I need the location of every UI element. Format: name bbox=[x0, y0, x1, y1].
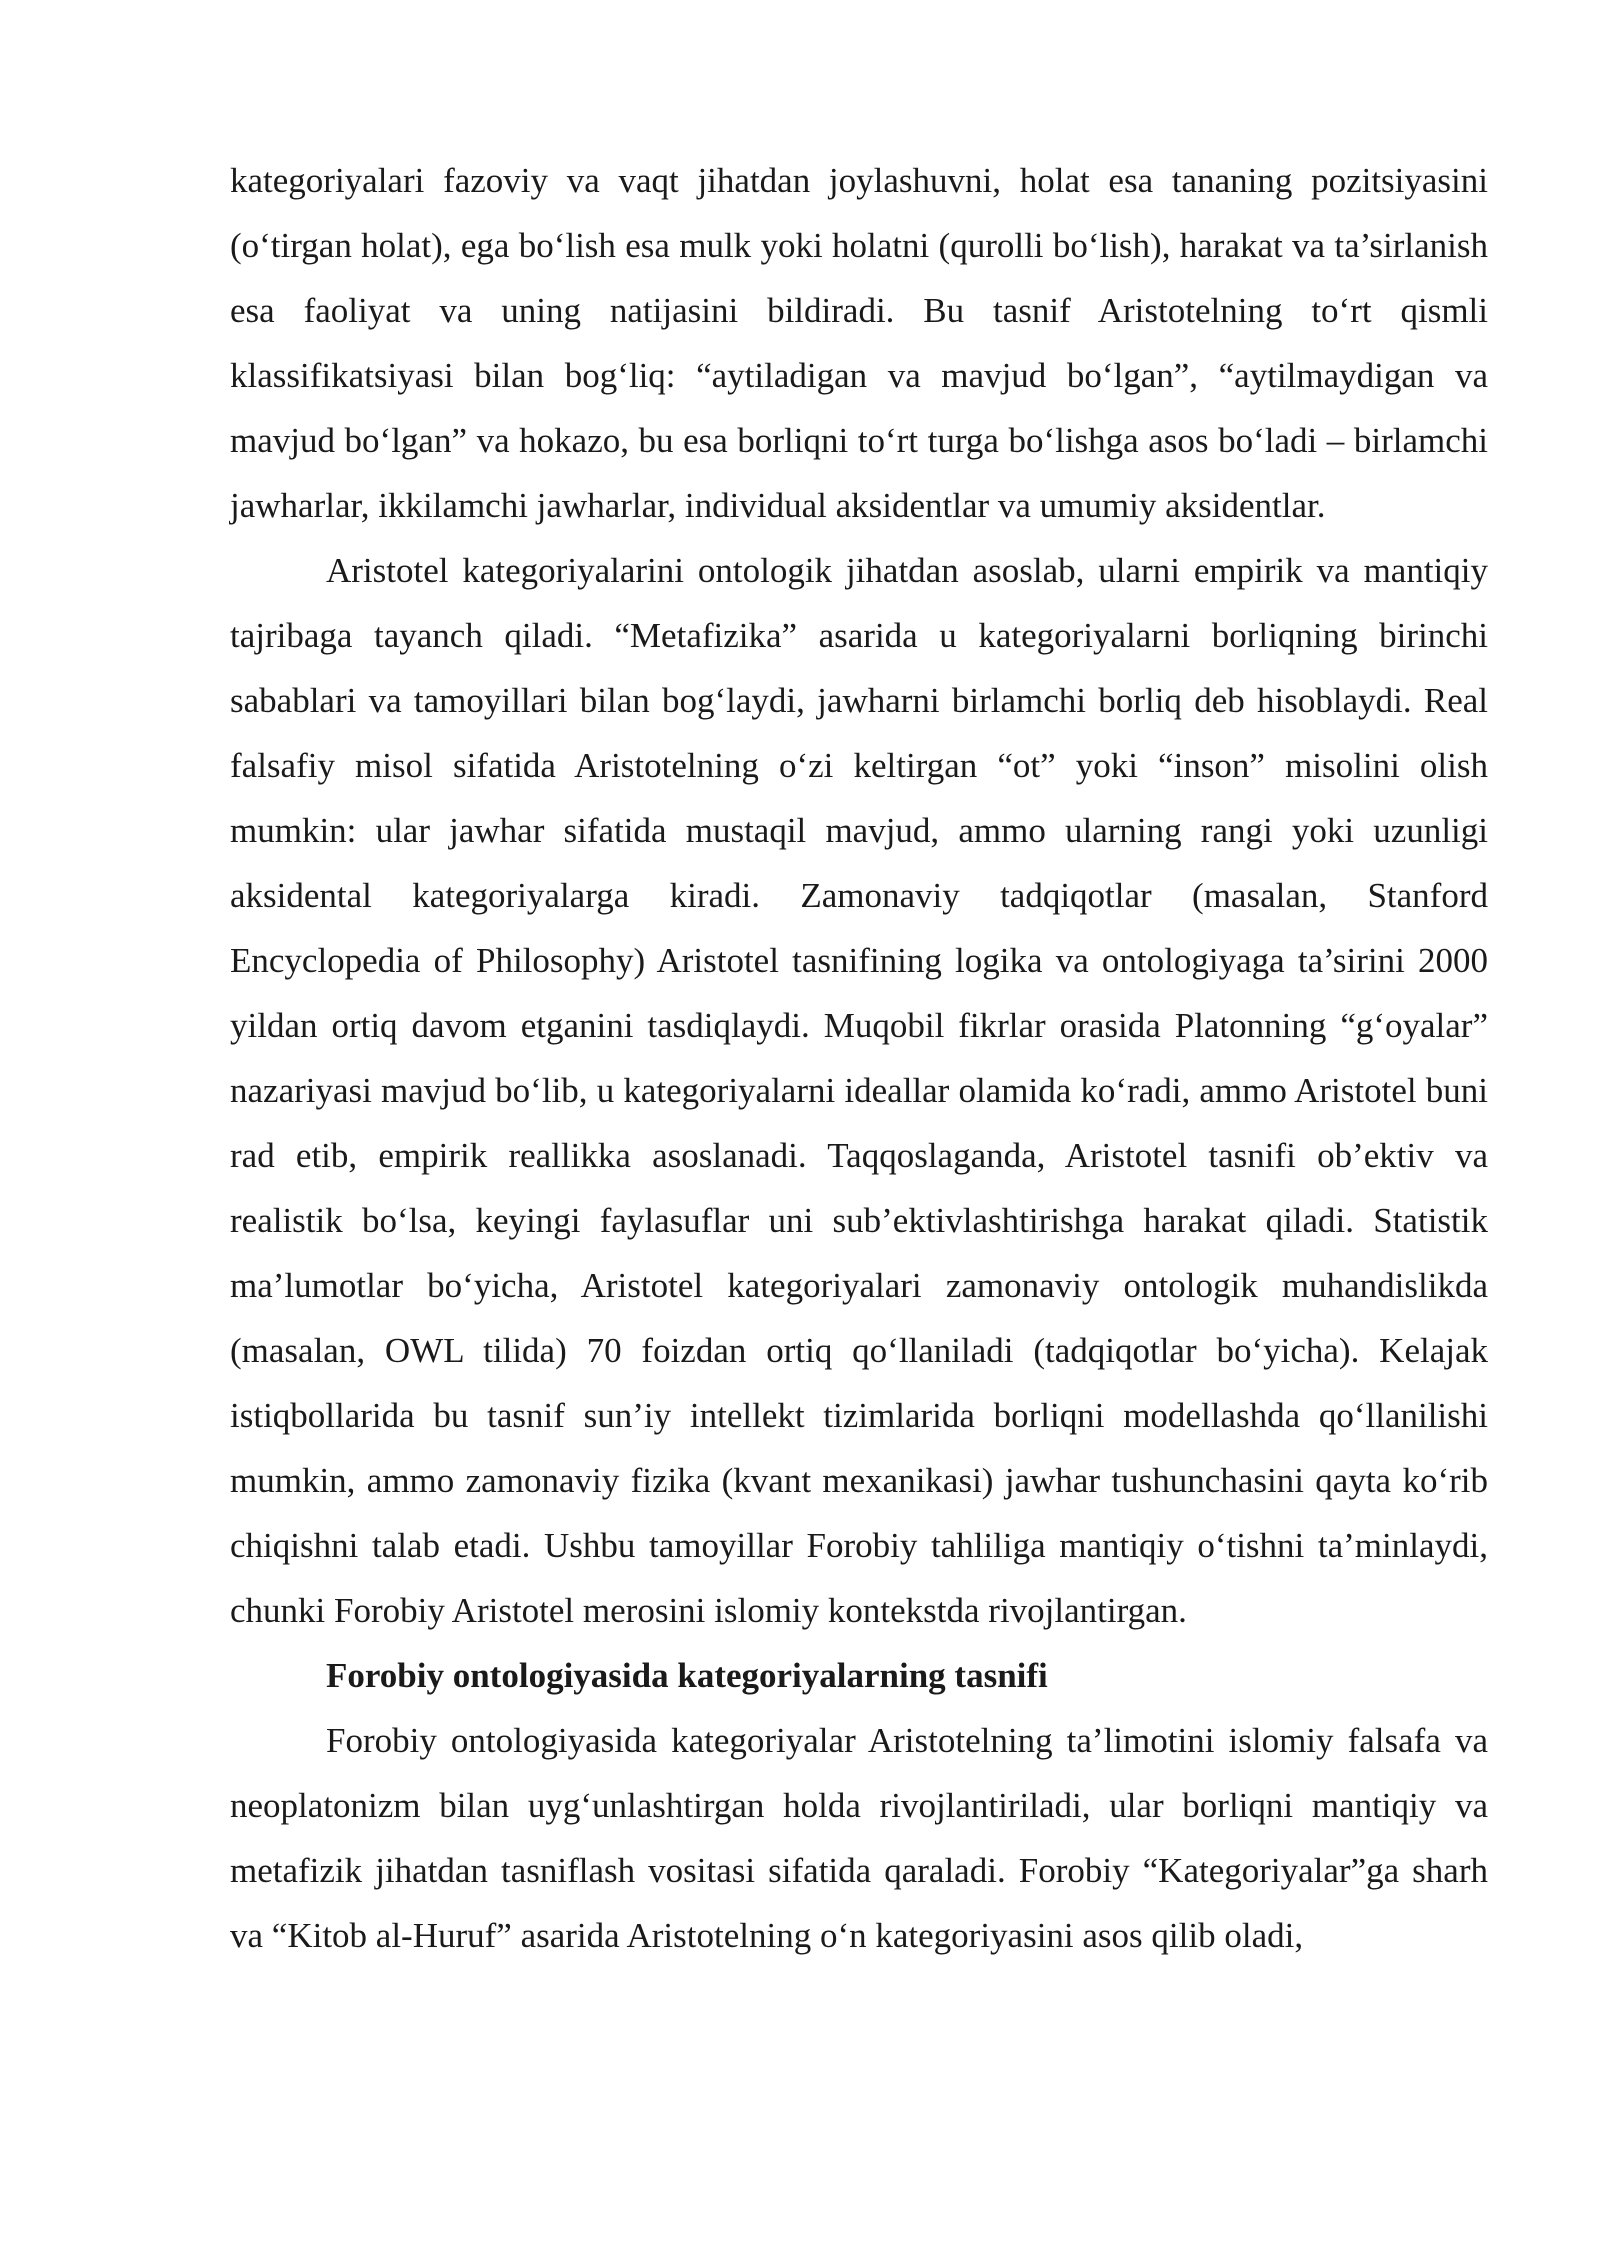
section-heading: Forobiy ontologiyasida kategoriyalarning tasnifi bbox=[326, 1656, 1048, 1695]
paragraph-aristotle-ontology: Aristotel kategoriyalarini ontologik jihatdan asoslab, ularni empirik va mantiqiy tajribaga tayanch qiladi. “Metafizika” asarida u kategoriyalarni borliqning birinchi sabablari va tamoyillari bilan bog‘laydi, jawharni birlamchi borliq deb hisoblaydi. Real falsafiy misol sifatida Aristotelning o‘zi keltirgan “ot” yoki “inson” misolini olish mumkin: ular jawhar sifatida mustaqil mavjud, ammo ularning rangi yoki uzunligi aksidental kategoriyalarga kiradi. Zamonaviy tadqiqotlar (masalan, Stanford Encyclopedia of Philosophy) Aristotel tasnifining logika va ontologiyaga ta’sirini 2000 yildan ortiq davom etganini tasdiqlaydi. Muqobil fikrlar orasida Platonning “g‘oyalar” nazariyasi mavjud bo‘lib, u kategoriyalarni ideallar olamida ko‘radi, ammo Aristotel buni rad etib, empirik reallikka asoslanadi. Taqqoslaganda, Aristotel tasnifi ob’ektiv va realistik bo‘lsa, keyingi faylasuflar uni sub’ektivlashtirishga harakat qiladi. Statistik ma’lumotlar bo‘yicha, Aristotel kategoriyalari zamonaviy ontologik muhandislikda (masalan, OWL tilida) 70 foizdan ortiq qo‘llaniladi (tadqiqotlar bo‘yicha). Kelajak istiqbollarida bu tasnif sun’iy intellekt tizimlarida borliqni modellashda qo‘llanilishi mumkin, ammo zamonaviy fizika (kvant mexanikasi) jawhar tushunchasini qayta ko‘rib chiqishni talab etadi. Ushbu tamoyillar Forobiy tahliliga mantiqiy o‘tishni ta’minlaydi, chunki Forobiy Aristotel merosini islomiy kontekstda rivojlantirgan. bbox=[230, 551, 1488, 1630]
paragraph-continuation: kategoriyalari fazoviy va vaqt jihatdan joylashuvni, holat esa tananing pozitsiyasini (o‘tirgan holat), ega bo‘lish esa mulk yoki holatni (qurolli bo‘lish), harakat va ta’sirlanish esa faoliyat va uning natijasini bildiradi. Bu tasnif Aristotelning to‘rt qismli klassifikatsiyasi bilan bog‘liq: “aytiladigan va mavjud bo‘lgan”, “aytilmaydigan va mavjud bo‘lgan” va hokazo, bu esa borliqni to‘rt turga bo‘lishga asos bo‘ladi – birlamchi jawharlar, ikkilamchi jawharlar, individual aksidentlar va umumiy aksidentlar. bbox=[230, 161, 1488, 525]
paragraph-farabi-intro: Forobiy ontologiyasida kategoriyalar Aristotelning ta’limotini islomiy falsafa va neoplatonizm bilan uyg‘unlashtirgan holda rivojlantiriladi, ular borliqni mantiqiy va metafizik jihatdan tasniflash vositasi sifatida qaraladi. Forobiy “Kategoriyalar”ga sharh va “Kitob al-Huruf” asarida Aristotelning o‘n kategoriyasini asos qilib oladi, bbox=[230, 1721, 1488, 1955]
document-page bbox=[230, 148, 1488, 1968]
